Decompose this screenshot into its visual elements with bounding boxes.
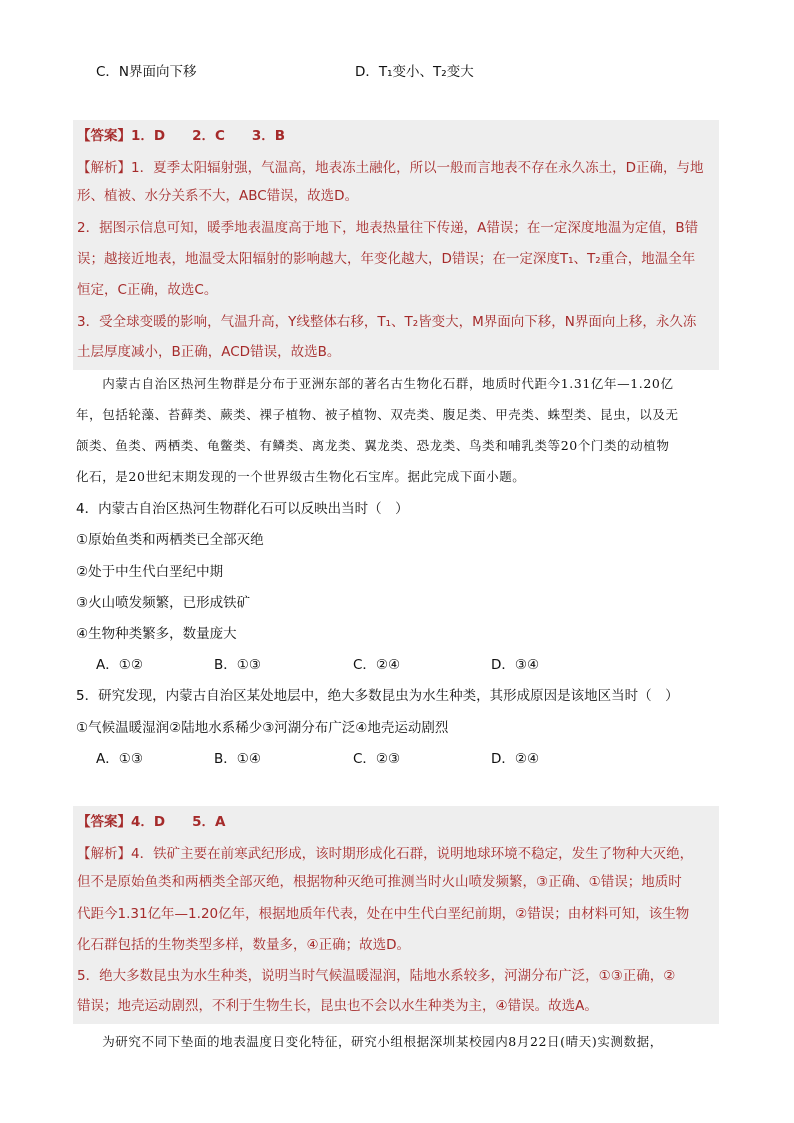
answer-block-1 xyxy=(73,120,719,370)
explanation-line: 误；越接近地表，地温受太阳辐射的影响越大，年变化越大，D错误；在一定深度T₁、T₂重合，地温全年 xyxy=(77,251,696,267)
explanation-line: 3．受全球变暖的影响，气温升高，Y线整体右移，T₁、T₂皆变大，M界面向下移，N界面向上移，永久冻 xyxy=(77,314,697,330)
explanation-line: 形、植被、水分关系不大，ABC错误，故选D。 xyxy=(77,188,359,204)
question-4-option-b: B．①③ xyxy=(214,657,261,673)
passage-line: 化石，是20世纪末期发现的一个世界级古生物化石宝库。据此完成下面小题。 xyxy=(76,469,526,484)
answer-line: 【答案】1．D 2．C 3．B xyxy=(77,128,286,144)
question-4-item: ②处于中生代白垩纪中期 xyxy=(76,564,224,580)
explanation-line: 恒定，C正确，故选C。 xyxy=(77,282,218,298)
question-5-stem: 5．研究发现，内蒙古自治区某处地层中，绝大多数昆虫为水生种类，其形成原因是该地区当时（ ） xyxy=(76,688,679,704)
option-d: D．T₁变小、T₂变大 xyxy=(355,64,474,80)
question-5-option-d: D．②④ xyxy=(491,751,540,767)
explanation-line: 【解析】1．夏季太阳辐射强，气温高，地表冻土融化，所以一般而言地表不存在永久冻土，D正确，与地 xyxy=(77,160,704,176)
explanation-line: 化石群包括的生物类型多样，数量多，④正确；故选D。 xyxy=(77,937,410,953)
question-4-option-a: A．①② xyxy=(96,657,143,673)
question-4-item: ④生物种类繁多，数量庞大 xyxy=(76,626,237,642)
question-4-item: ①原始鱼类和两栖类已全部灭绝 xyxy=(76,532,264,548)
question-5-items: ①气候温暖湿润②陆地水系稀少③河湖分布广泛④地壳运动剧烈 xyxy=(76,720,449,736)
explanation-line: 2．据图示信息可知，暖季地表温度高于地下，地表热量往下传递，A错误；在一定深度地温为定值，B错 xyxy=(77,220,699,236)
passage-line: 年，包括轮藻、苔藓类、蕨类、裸子植物、被子植物、双壳类、腹足类、甲壳类、蛛型类、昆虫，以及无 xyxy=(76,407,679,422)
passage-line: 为研究不同下垫面的地表温度日变化特征，研究小组根据深圳某校园内8月22日(晴天)实测数据， xyxy=(76,1034,663,1049)
question-4-option-d: D．③④ xyxy=(491,657,540,673)
explanation-line: 土层厚度减小，B正确，ACD错误，故选B。 xyxy=(77,344,341,360)
explanation-line: 5．绝大多数昆虫为水生种类，说明当时气候温暖湿润，陆地水系较多，河湖分布广泛，①③正确，② xyxy=(77,968,676,984)
question-5-option-b: B．①④ xyxy=(214,751,261,767)
explanation-line: 错误；地壳运动剧烈，不利于生物生长，昆虫也不会以水生种类为主，④错误。故选A。 xyxy=(77,998,598,1014)
question-4-option-c: C．②④ xyxy=(353,657,401,673)
explanation-line: 【解析】4．铁矿主要在前寒武纪形成，该时期形成化石群，说明地球环境不稳定，发生了物种大灭绝， xyxy=(77,846,694,862)
passage-line: 内蒙古自治区热河生物群是分布于亚洲东部的著名古生物化石群，地质时代距今1.31亿年—1.20亿 xyxy=(76,376,674,391)
question-4-item: ③火山喷发频繁，已形成铁矿 xyxy=(76,595,251,611)
answer-line: 【答案】4．D 5．A xyxy=(77,814,226,830)
question-5-option-a: A．①③ xyxy=(96,751,143,767)
passage-line: 颌类、鱼类、两栖类、龟鳖类、有鳞类、离龙类、翼龙类、恐龙类、鸟类和哺乳类等20个门类的动植物 xyxy=(76,438,670,453)
explanation-line: 但不是原始鱼类和两栖类全部灭绝，根据物种灭绝可推测当时火山喷发频繁，③正确、①错误；地质时 xyxy=(77,874,682,890)
question-5-option-c: C．②③ xyxy=(353,751,401,767)
option-c: C．N界面向下移 xyxy=(96,64,197,80)
explanation-line: 代距今1.31亿年—1.20亿年，根据地质年代表，处在中生代白垩纪前期，②错误；由材料可知，该生物 xyxy=(77,906,690,922)
question-4-stem: 4．内蒙古自治区热河生物群化石可以反映出当时（ ） xyxy=(76,501,409,517)
answer-block-2 xyxy=(73,806,719,1024)
